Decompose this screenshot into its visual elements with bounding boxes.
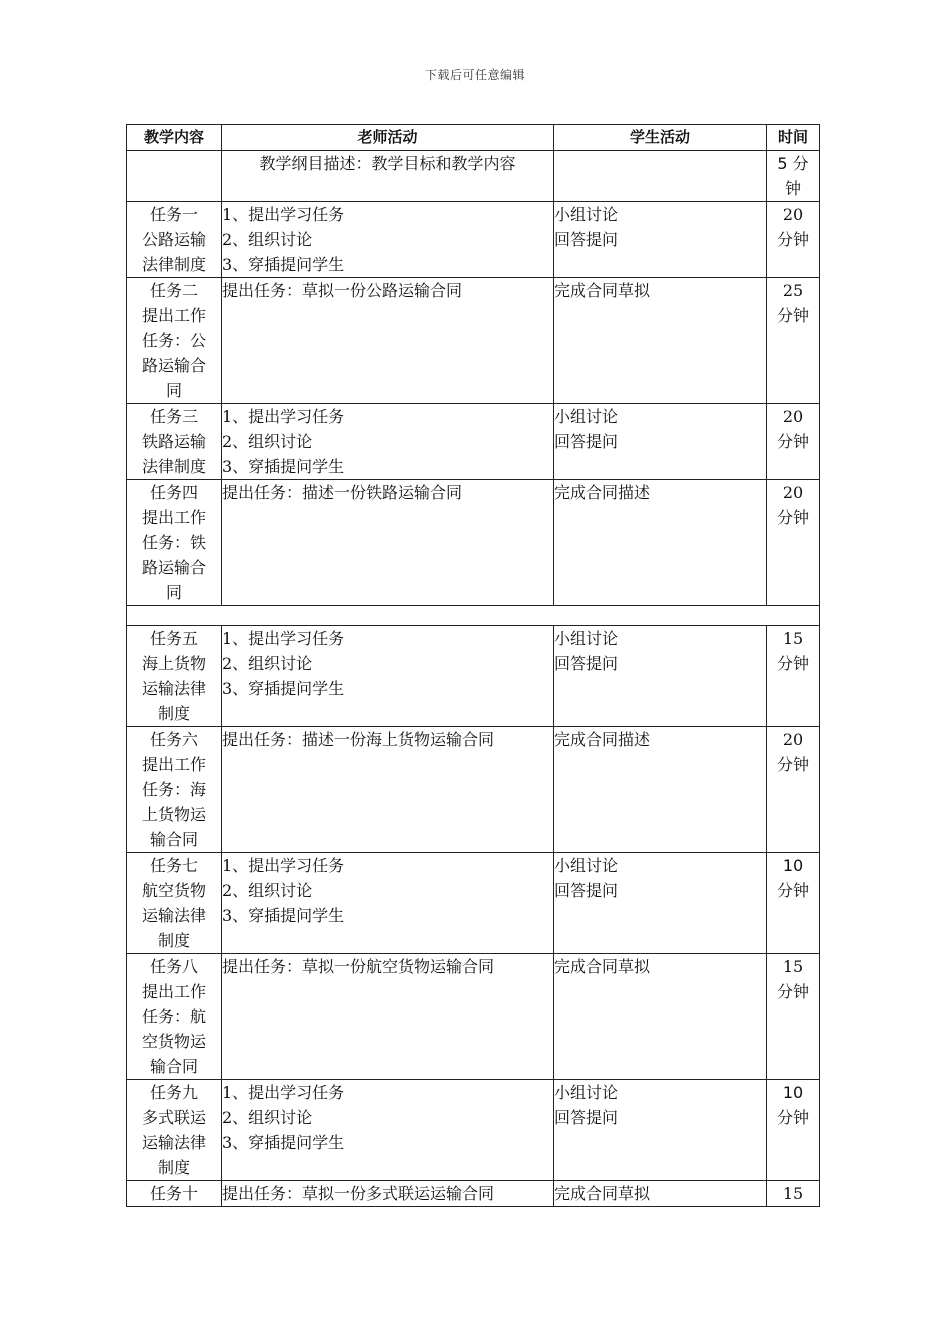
teacher-line: 1、提出学习任务 [222, 629, 345, 648]
time-cell [767, 853, 820, 954]
content-line: 航空货物 [141, 881, 206, 900]
teacher-activity-cell [222, 480, 554, 606]
content-line: 制度 [157, 1158, 190, 1177]
content-line: 任务七 [149, 856, 198, 875]
content-cell [127, 404, 222, 480]
student-line: 完成合同草拟 [554, 1184, 651, 1203]
time-cell [767, 1181, 820, 1207]
teacher-activity-cell [222, 853, 554, 954]
table-row [127, 202, 820, 278]
content-line: 多式联运 [141, 1108, 206, 1127]
teacher-line: 3、穿插提问学生 [222, 255, 345, 274]
time-cell [767, 480, 820, 606]
content-line: 同 [165, 583, 182, 602]
table-row [127, 727, 820, 853]
content-line: 提出工作 [141, 306, 206, 325]
teacher-line: 2、组织讨论 [222, 230, 313, 249]
teacher-activity-cell [222, 278, 554, 404]
time-line: 5 分 [777, 154, 809, 173]
table-row [127, 404, 820, 480]
student-line: 小组讨论 [554, 1083, 619, 1102]
intro-student-cell [554, 151, 767, 202]
content-line: 任务三 [149, 407, 198, 426]
content-cell [127, 1080, 222, 1181]
time-line: 分钟 [776, 755, 809, 774]
table-row [127, 853, 820, 954]
content-line: 运输法律 [141, 1133, 206, 1152]
intro-content-cell [127, 151, 222, 202]
content-line: 提出工作 [141, 508, 206, 527]
content-line: 提出工作 [141, 982, 206, 1001]
student-line: 完成合同草拟 [554, 281, 651, 300]
content-line: 制度 [157, 704, 190, 723]
time-line: 分钟 [776, 230, 809, 249]
student-activity-cell [554, 727, 767, 853]
content-line: 任务五 [149, 629, 198, 648]
time-line: 分钟 [776, 1108, 809, 1127]
student-line: 完成合同草拟 [554, 957, 651, 976]
table-row [127, 626, 820, 727]
content-cell [127, 954, 222, 1080]
content-line: 运输法律 [141, 906, 206, 925]
student-line: 小组讨论 [554, 629, 619, 648]
student-activity-cell [554, 404, 767, 480]
time-line: 钟 [784, 179, 801, 198]
teacher-line: 2、组织讨论 [222, 432, 313, 451]
teacher-line: 1、提出学习任务 [222, 1083, 345, 1102]
student-line: 回答提问 [554, 1108, 619, 1127]
student-activity-cell [554, 853, 767, 954]
student-activity-cell [554, 480, 767, 606]
teacher-line: 1、提出学习任务 [222, 856, 345, 875]
content-line: 上货物运 [141, 805, 206, 824]
content-cell [127, 626, 222, 727]
time-line: 10 [782, 856, 804, 875]
lesson-plan-table [126, 124, 820, 1207]
time-line: 分钟 [776, 654, 809, 673]
time-cell [767, 727, 820, 853]
content-line: 制度 [157, 931, 190, 950]
time-cell [767, 626, 820, 727]
content-line: 路运输合 [141, 558, 206, 577]
content-line: 任务八 [149, 957, 198, 976]
student-activity-cell [554, 1080, 767, 1181]
time-cell [767, 954, 820, 1080]
content-line: 任务：海 [141, 780, 206, 799]
teacher-activity-cell [222, 954, 554, 1080]
teacher-activity-cell [222, 202, 554, 278]
teacher-activity-cell [222, 727, 554, 853]
time-line: 分钟 [776, 432, 809, 451]
teacher-line: 3、穿插提问学生 [222, 679, 345, 698]
content-line: 任务四 [149, 483, 198, 502]
content-line: 法律制度 [141, 255, 206, 274]
student-line: 回答提问 [554, 654, 619, 673]
spacer-cell [127, 606, 820, 626]
time-cell [767, 1080, 820, 1181]
teacher-activity-cell [222, 626, 554, 727]
student-line: 回答提问 [554, 432, 619, 451]
content-line: 输合同 [149, 830, 198, 849]
student-activity-cell [554, 626, 767, 727]
teacher-activity-cell [222, 1181, 554, 1207]
content-line: 任务十 [149, 1184, 198, 1203]
student-line: 完成合同描述 [554, 483, 651, 502]
time-cell [767, 278, 820, 404]
teacher-line: 2、组织讨论 [222, 654, 313, 673]
student-line: 回答提问 [554, 230, 619, 249]
time-line: 20 [782, 730, 804, 749]
student-line: 小组讨论 [554, 856, 619, 875]
content-line: 运输法律 [141, 679, 206, 698]
student-activity-cell [554, 278, 767, 404]
time-line: 25 [782, 281, 804, 300]
teacher-line: 1、提出学习任务 [222, 407, 345, 426]
teacher-line: 提出任务：描述一份海上货物运输合同 [222, 730, 495, 749]
time-line: 20 [782, 205, 804, 224]
student-activity-cell [554, 954, 767, 1080]
content-line: 法律制度 [141, 457, 206, 476]
teacher-line: 2、组织讨论 [222, 1108, 313, 1127]
teacher-line: 提出任务：草拟一份航空货物运输合同 [222, 957, 495, 976]
time-line: 分钟 [776, 306, 809, 325]
teacher-activity-cell [222, 404, 554, 480]
content-line: 海上货物 [141, 654, 206, 673]
teacher-line: 2、组织讨论 [222, 881, 313, 900]
teacher-line: 1、提出学习任务 [222, 205, 345, 224]
content-line: 任务九 [149, 1083, 198, 1102]
content-cell [127, 1181, 222, 1207]
header-teacher-activity: 老师活动 [222, 125, 554, 151]
content-cell [127, 480, 222, 606]
table-row [127, 480, 820, 606]
content-cell [127, 727, 222, 853]
header-content: 教学内容 [127, 125, 222, 151]
time-line: 15 [782, 629, 804, 648]
content-line: 任务：公 [141, 331, 206, 350]
teacher-line: 提出任务：草拟一份多式联运运输合同 [222, 1184, 495, 1203]
intro-time-cell [767, 151, 820, 202]
teacher-line: 3、穿插提问学生 [222, 906, 345, 925]
student-activity-cell [554, 1181, 767, 1207]
time-line: 20 [782, 407, 804, 426]
time-line: 15 [782, 957, 804, 976]
content-cell [127, 853, 222, 954]
time-line: 10 [782, 1083, 804, 1102]
teacher-line: 3、穿插提问学生 [222, 457, 345, 476]
content-line: 公路运输 [141, 230, 206, 249]
student-line: 小组讨论 [554, 407, 619, 426]
student-line: 完成合同描述 [554, 730, 651, 749]
content-cell [127, 278, 222, 404]
teacher-line: 提出任务：草拟一份公路运输合同 [222, 281, 463, 300]
spacer-row [127, 606, 820, 626]
table-row [127, 954, 820, 1080]
content-cell [127, 202, 222, 278]
content-line: 空货物运 [141, 1032, 206, 1051]
time-line: 分钟 [776, 508, 809, 527]
student-line: 小组讨论 [554, 205, 619, 224]
table-header-row [127, 125, 820, 151]
content-line: 任务二 [149, 281, 198, 300]
content-line: 同 [165, 381, 182, 400]
time-cell [767, 202, 820, 278]
header-student-activity: 学生活动 [554, 125, 767, 151]
time-line: 15 [782, 1184, 804, 1203]
content-line: 铁路运输 [141, 432, 206, 451]
table-row [127, 1080, 820, 1181]
table-row [127, 1181, 820, 1207]
student-activity-cell [554, 202, 767, 278]
content-line: 输合同 [149, 1057, 198, 1076]
header-time: 时间 [767, 125, 820, 151]
content-line: 提出工作 [141, 755, 206, 774]
content-line: 任务：航 [141, 1007, 206, 1026]
intro-teacher-cell: 教学纲目描述：教学目标和教学内容 [222, 151, 554, 202]
teacher-line: 3、穿插提问学生 [222, 1133, 345, 1152]
intro-row [127, 151, 820, 202]
time-cell [767, 404, 820, 480]
table-row [127, 278, 820, 404]
content-line: 任务：铁 [141, 533, 206, 552]
student-line: 回答提问 [554, 881, 619, 900]
teacher-activity-cell [222, 1080, 554, 1181]
time-line: 20 [782, 483, 804, 502]
header-note: 下载后可任意编辑 [424, 68, 525, 82]
teacher-line: 提出任务：描述一份铁路运输合同 [222, 483, 463, 502]
time-line: 分钟 [776, 982, 809, 1001]
content-line: 路运输合 [141, 356, 206, 375]
content-line: 任务六 [149, 730, 198, 749]
time-line: 分钟 [776, 881, 809, 900]
content-line: 任务一 [149, 205, 198, 224]
